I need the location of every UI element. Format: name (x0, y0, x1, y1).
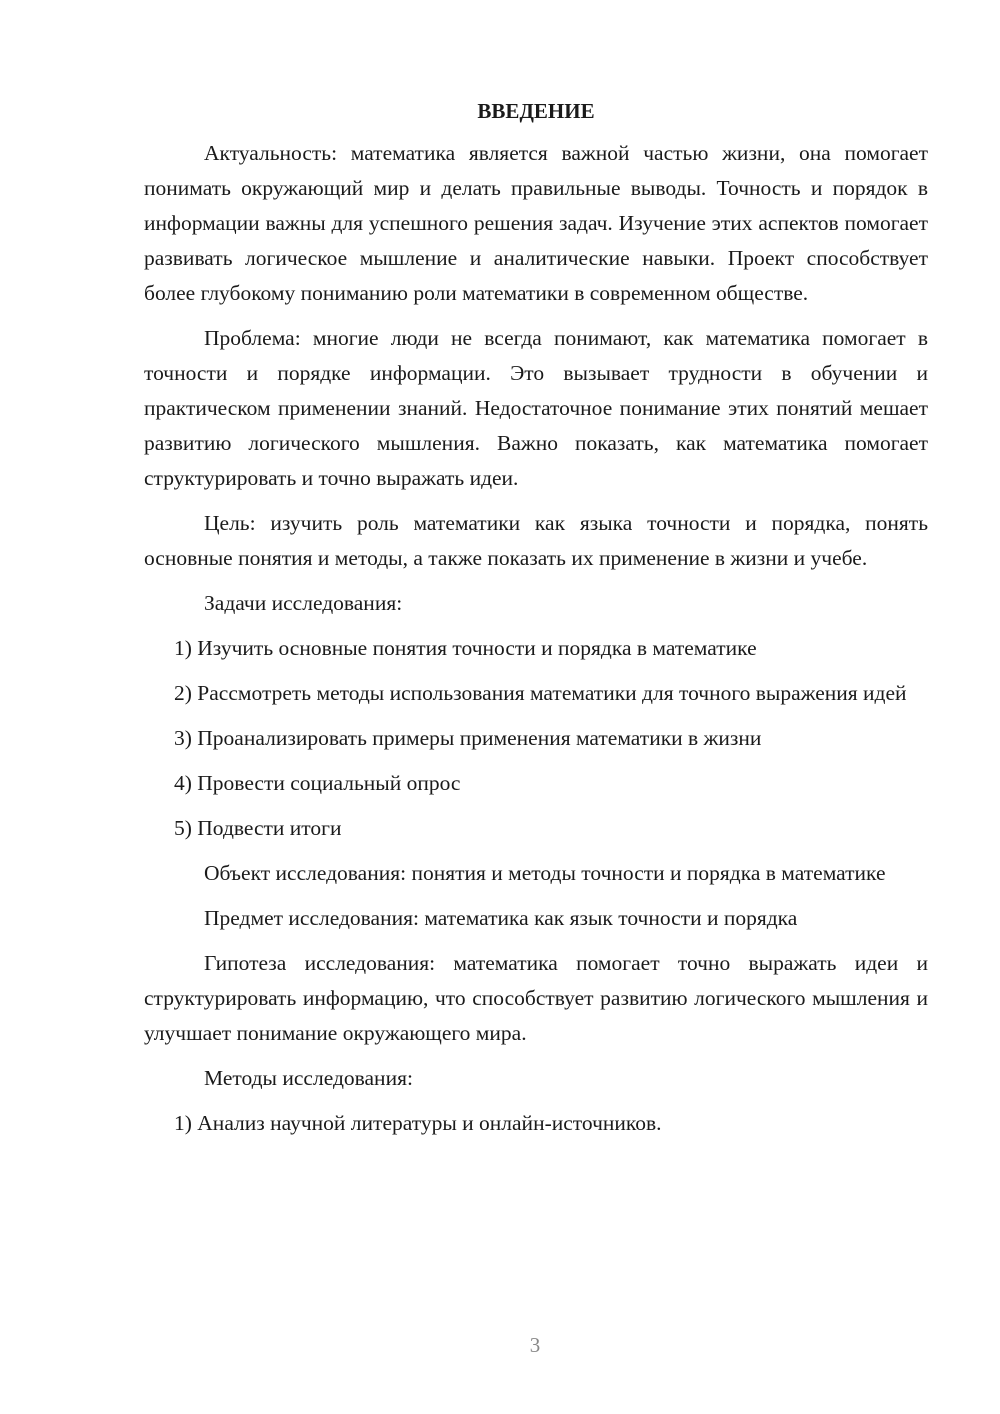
task-item-4: 4) Провести социальный опрос (174, 771, 461, 795)
task-item-1: 1) Изучить основные понятия точности и порядка в математике (174, 636, 757, 660)
goal-paragraph: Цель: изучить роль математики как языка точности и порядка, понять основные понятия и методы, а также показать их применение в жизни и учебе. (144, 511, 928, 570)
task-item-5: 5) Подвести итоги (174, 816, 342, 840)
method-item-1: 1) Анализ научной литературы и онлайн-источников. (174, 1111, 662, 1135)
hypothesis-paragraph: Гипотеза исследования: математика помогает точно выражать идеи и структурировать информацию, что способствует развитию логического мышления и улучшает понимание окружающего мира. (144, 951, 928, 1045)
task-item-2: 2) Рассмотреть методы использования математики для точного выражения идей (174, 681, 907, 705)
object-paragraph: Объект исследования: понятия и методы точности и порядка в математике (204, 861, 886, 885)
section-title: ВВЕДЕНИЕ (477, 99, 595, 123)
subject-paragraph: Предмет исследования: математика как язык точности и порядка (204, 906, 798, 930)
relevance-paragraph: Актуальность: математика является важной частью жизни, она помогает понимать окружающий мир и делать правильные выводы. Точность и порядок в информации важны для успешного решения задач. Изучение этих аспектов помогает развивать логическое мышление и аналитические навыки. Проект способствует более глубокому пониманию роли математики в современном обществе. (144, 141, 928, 305)
page-number: 3 (529, 1333, 541, 1357)
document-page (144, 96, 928, 1151)
task-item-3: 3) Проанализировать примеры применения математики в жизни (174, 726, 762, 750)
problem-paragraph: Проблема: многие люди не всегда понимают, как математика помогает в точности и порядке информации. Это вызывает трудности в обучении и практическом применении знаний. Недостаточное понимание этих понятий мешает развитию логического мышления. Важно показать, как математика помогает структурировать и точно выражать идеи. (144, 326, 928, 490)
methods-heading: Методы исследования: (204, 1066, 413, 1090)
tasks-heading: Задачи исследования: (204, 591, 403, 615)
